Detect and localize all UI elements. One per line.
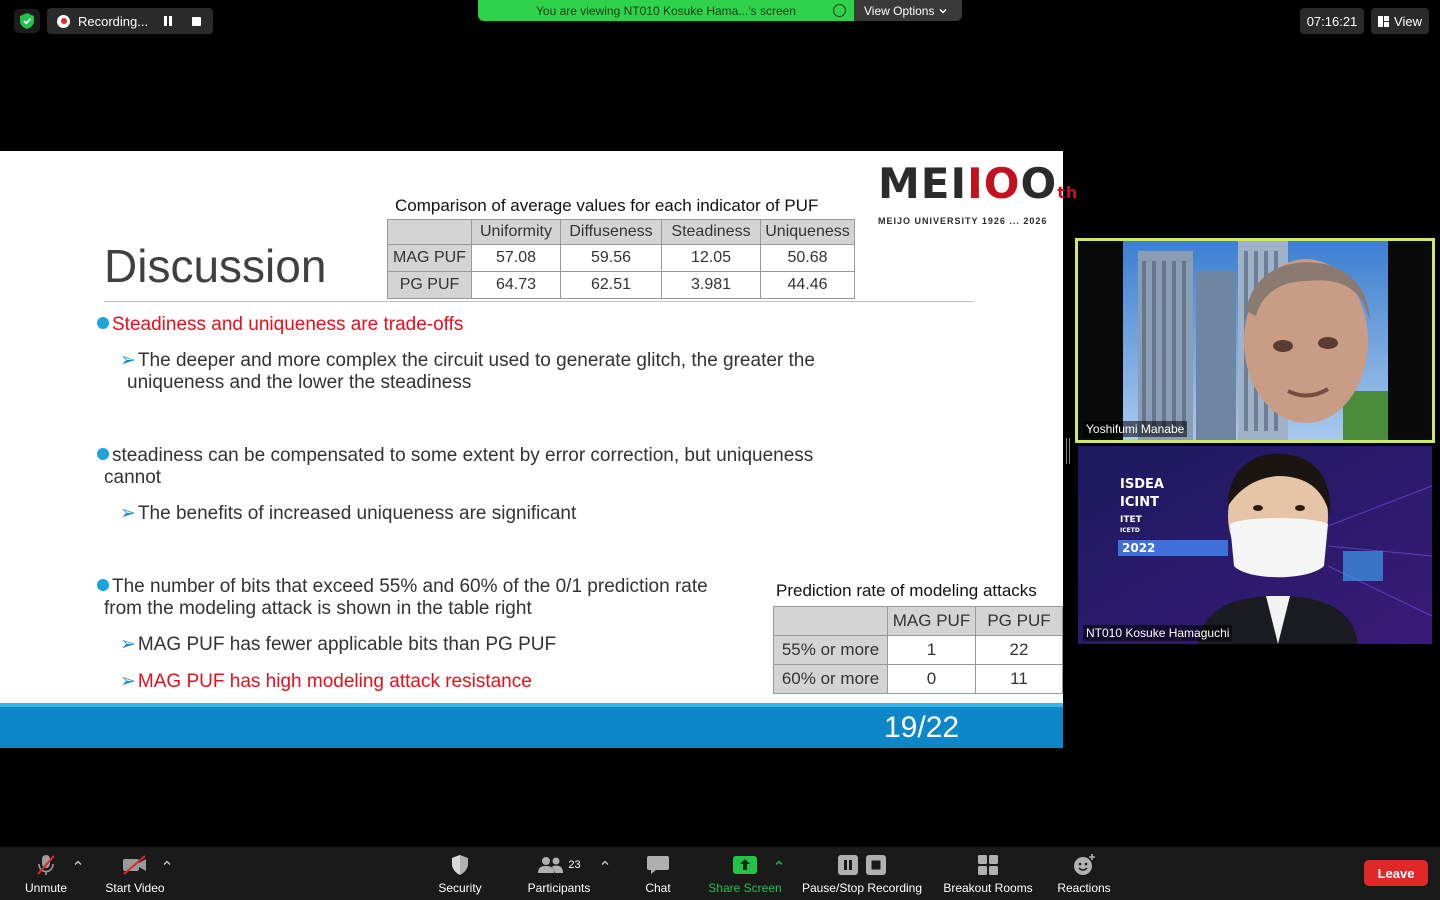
chat-button[interactable]: Chat — [634, 852, 682, 898]
puf-indicator-table — [387, 219, 855, 299]
video-camera-muted-icon — [121, 854, 149, 876]
svg-text:ITET: ITET — [1120, 515, 1142, 525]
bullet-2: steadiness can be compensated to some extent by error correction, but uniqueness cannot — [97, 445, 813, 489]
svg-text:ICETD: ICETD — [1120, 527, 1140, 534]
bullet-1a: ➢ The deeper and more complex the circuit used to generate glitch, the greater the uniqueness and the lower the steadiness — [120, 350, 815, 393]
modeling-attack-table — [773, 606, 1063, 694]
unmute-button[interactable]: Unmute — [18, 852, 74, 898]
participant-video-active-speaker[interactable] — [1075, 238, 1435, 443]
view-options-label: View Options — [864, 3, 935, 18]
bullet-3a: ➢ MAG PUF has fewer applicable bits than PG PUF — [120, 634, 557, 655]
info-icon[interactable] — [833, 4, 846, 17]
stop-icon — [865, 854, 887, 876]
table-header — [388, 220, 472, 245]
table-row: MAG PUF 57.08 59.56 12.05 50.68 — [388, 245, 855, 272]
microphone-muted-icon — [35, 853, 57, 877]
table-header: PG PUF — [976, 607, 1063, 636]
participant-video[interactable] — [1078, 446, 1432, 644]
table-header — [774, 607, 888, 636]
pause-recording-icon[interactable] — [164, 16, 172, 26]
panel-resize-handle[interactable] — [1066, 438, 1070, 464]
reactions-button[interactable]: Reactions — [1054, 852, 1114, 898]
table-row: 60% or more 0 11 — [774, 665, 1063, 694]
video-feed-image — [1078, 241, 1432, 440]
slide-title: Discussion — [104, 240, 327, 292]
svg-text:ISDEA: ISDEA — [1120, 477, 1164, 492]
table-row: 55% or more 1 22 — [774, 636, 1063, 665]
bullet-1: Steadiness and uniqueness are trade-offs — [97, 314, 463, 336]
participant-name-label: NT010 Kosuke Hamaguchi — [1083, 625, 1232, 641]
table-header: Diffuseness — [561, 220, 662, 245]
svg-text:2022: 2022 — [1122, 541, 1156, 555]
participants-options-chevron-icon[interactable] — [600, 858, 610, 868]
security-shield-icon[interactable] — [14, 9, 40, 33]
pause-stop-recording-button[interactable]: Pause/Stop Recording — [800, 852, 924, 898]
viewing-screen-banner — [478, 0, 854, 21]
bullet-3b: ➢ MAG PUF has high modeling attack resistance — [120, 671, 532, 692]
view-options-button[interactable] — [854, 0, 962, 21]
slide-page-number: 19/22 — [884, 711, 960, 744]
start-video-button[interactable]: Start Video — [100, 852, 170, 898]
stop-recording-icon[interactable] — [192, 17, 201, 26]
grid-layout-icon — [1378, 16, 1389, 27]
chat-bubble-icon — [646, 854, 670, 876]
video-options-chevron-icon[interactable] — [162, 858, 172, 868]
shared-screen-slide — [0, 151, 1079, 748]
security-shield-icon — [451, 854, 469, 876]
breakout-rooms-grid-icon — [977, 854, 999, 876]
participants-icon — [537, 855, 565, 875]
table-row: PG PUF 64.73 62.51 3.981 44.46 — [388, 272, 855, 299]
table-header: MAG PUF — [888, 607, 976, 636]
audio-options-chevron-icon[interactable] — [73, 858, 83, 868]
participant-name-label: Yoshifumi Manabe — [1083, 421, 1187, 437]
record-icon — [57, 15, 70, 28]
leave-meeting-button[interactable]: Leave — [1364, 860, 1428, 886]
table1-caption: Comparison of average values for each indicator of PUF — [395, 196, 819, 215]
meeting-clock: 07:16:21 — [1300, 8, 1364, 34]
view-layout-button[interactable] — [1371, 8, 1429, 34]
share-screen-arrow-icon — [732, 855, 758, 875]
breakout-rooms-button[interactable]: Breakout Rooms — [940, 852, 1036, 898]
meijo-logo: MEIIOOth MEIJO UNIVERSITY 1926 ... 2026 — [878, 159, 1079, 226]
title-divider — [104, 301, 974, 302]
share-screen-button[interactable]: Share Screen — [703, 852, 787, 898]
security-button[interactable]: Security — [432, 852, 488, 898]
viewing-banner-text: You are viewing NT010 Kosuke Hama...'s screen — [536, 3, 796, 18]
bullet-3: The number of bits that exceed 55% and 60% of the 0/1 prediction rate from the modeling attack is shown in the table right — [97, 576, 708, 620]
pause-icon — [837, 854, 859, 876]
bullet-2a: ➢ The benefits of increased uniqueness are significant — [120, 503, 577, 524]
table-header: Uniqueness — [761, 220, 855, 245]
table-header: Uniformity — [472, 220, 561, 245]
view-label: View — [1394, 13, 1422, 29]
participants-button[interactable]: 23 Participants — [522, 852, 596, 898]
video-feed-image — [1078, 446, 1432, 644]
recording-label: Recording... — [78, 13, 149, 29]
reactions-smiley-icon — [1072, 853, 1096, 877]
recording-indicator — [47, 8, 213, 34]
table-header: Steadiness — [662, 220, 761, 245]
svg-text:ICINT: ICINT — [1120, 495, 1159, 510]
share-options-chevron-icon[interactable] — [774, 858, 784, 868]
table2-caption: Prediction rate of modeling attacks — [776, 581, 1037, 600]
chevron-down-icon — [938, 6, 948, 16]
participants-count: 23 — [568, 859, 581, 871]
